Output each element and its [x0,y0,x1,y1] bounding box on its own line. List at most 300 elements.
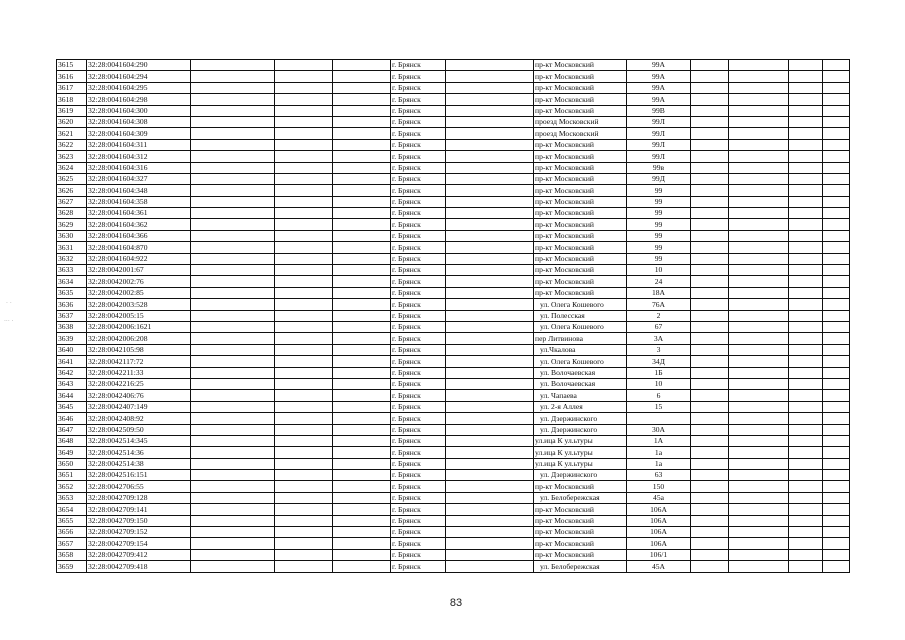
cadastral-number-cell: 32:28:0042006:1621 [87,321,191,332]
empty-cell [823,310,850,321]
cadastral-number-cell: 32:28:0041604:312 [87,151,191,162]
empty-cell [823,447,850,458]
empty-cell [789,71,823,82]
empty-cell [446,413,534,424]
table-row [57,549,850,560]
empty-cell [191,276,275,287]
empty-cell [729,356,789,367]
empty-cell [275,94,333,105]
empty-cell [275,356,333,367]
empty-cell [729,321,789,332]
empty-cell [823,344,850,355]
empty-cell [333,333,391,344]
empty-cell [789,413,823,424]
city-cell: г. Брянск [391,219,446,230]
empty-cell [691,276,729,287]
row-number-cell: 3640 [57,344,87,355]
registry-table [56,59,850,573]
empty-cell [789,458,823,469]
empty-cell [191,196,275,207]
table-row [57,515,850,526]
empty-cell [691,435,729,446]
house-number-cell: 99Л [627,128,691,139]
street-cell: пр-кт Московский [534,276,627,287]
empty-cell [333,162,391,173]
empty-cell [191,94,275,105]
row-number-cell: 3615 [57,60,87,71]
empty-cell [446,481,534,492]
empty-cell [789,253,823,264]
house-number-cell: 45А [627,561,691,572]
city-cell: г. Брянск [391,105,446,116]
empty-cell [691,515,729,526]
house-number-cell: 106А [627,527,691,538]
empty-cell [789,116,823,127]
cadastral-number-cell: 32:28:0041604:316 [87,162,191,173]
empty-cell [275,173,333,184]
empty-cell [729,287,789,298]
empty-cell [691,265,729,276]
empty-cell [275,515,333,526]
house-number-cell: 76А [627,299,691,310]
empty-cell [333,242,391,253]
empty-cell [691,447,729,458]
empty-cell [729,185,789,196]
empty-cell [275,413,333,424]
empty-cell [446,549,534,560]
city-cell: г. Брянск [391,333,446,344]
house-number-cell: 10 [627,265,691,276]
empty-cell [691,504,729,515]
empty-cell [333,253,391,264]
empty-cell [789,424,823,435]
empty-cell [691,481,729,492]
empty-cell [789,321,823,332]
row-number-cell: 3637 [57,310,87,321]
cadastral-number-cell: 32:28:0041604:298 [87,94,191,105]
city-cell: г. Брянск [391,299,446,310]
city-cell: г. Брянск [391,94,446,105]
empty-cell [823,435,850,446]
city-cell: г. Брянск [391,196,446,207]
empty-cell [729,458,789,469]
empty-cell [789,265,823,276]
empty-cell [823,321,850,332]
empty-cell [446,470,534,481]
empty-cell [275,492,333,503]
cadastral-number-cell: 32:28:0041604:922 [87,253,191,264]
empty-cell [691,538,729,549]
city-cell: г. Брянск [391,287,446,298]
page-number: 83 [449,597,463,609]
empty-cell [823,549,850,560]
street-cell: ул. Олега Кошевого [534,299,627,310]
empty-cell [191,185,275,196]
cadastral-number-cell: 32:28:0042514:38 [87,458,191,469]
table-row [57,196,850,207]
table-row [57,299,850,310]
empty-cell [823,299,850,310]
street-cell: пр-кт Московский [534,173,627,184]
city-cell: г. Брянск [391,230,446,241]
row-number-cell: 3629 [57,219,87,230]
empty-cell [729,527,789,538]
street-cell: пр-кт Московский [534,504,627,515]
empty-cell [729,105,789,116]
table-row [57,333,850,344]
empty-cell [691,344,729,355]
table-row [57,481,850,492]
empty-cell [823,162,850,173]
empty-cell [789,60,823,71]
registry-rows [57,60,850,573]
row-number-cell: 3624 [57,162,87,173]
empty-cell [333,356,391,367]
city-cell: г. Брянск [391,413,446,424]
cadastral-number-cell: 32:28:0042002:85 [87,287,191,298]
city-cell: г. Брянск [391,151,446,162]
empty-cell [275,71,333,82]
empty-cell [823,71,850,82]
empty-cell [823,105,850,116]
empty-cell [691,424,729,435]
street-cell: ул.Чкалова [534,344,627,355]
empty-cell [333,139,391,150]
empty-cell [789,219,823,230]
empty-cell [729,401,789,412]
empty-cell [446,185,534,196]
empty-cell [729,504,789,515]
empty-cell [691,71,729,82]
empty-cell [446,356,534,367]
row-number-cell: 3647 [57,424,87,435]
street-cell: ул. Волочаевская [534,367,627,378]
empty-cell [333,344,391,355]
empty-cell [823,390,850,401]
empty-cell [333,208,391,219]
empty-cell [823,287,850,298]
empty-cell [275,401,333,412]
empty-cell [446,458,534,469]
table-row [57,287,850,298]
house-number-cell: 99А [627,71,691,82]
empty-cell [275,287,333,298]
row-number-cell: 3654 [57,504,87,515]
street-cell: пр-кт Московский [534,139,627,150]
empty-cell [823,492,850,503]
cadastral-number-cell: 32:28:0041604:294 [87,71,191,82]
empty-cell [333,105,391,116]
empty-cell [691,242,729,253]
table-row [57,538,850,549]
empty-cell [691,116,729,127]
house-number-cell: 99 [627,219,691,230]
empty-cell [333,481,391,492]
cadastral-number-cell: 32:28:0042005:15 [87,310,191,321]
house-number-cell: 99А [627,94,691,105]
table-row [57,208,850,219]
empty-cell [275,116,333,127]
table-row [57,151,850,162]
empty-cell [691,196,729,207]
table-row [57,356,850,367]
row-number-cell: 3655 [57,515,87,526]
cadastral-number-cell: 32:28:0042709:418 [87,561,191,572]
empty-cell [333,299,391,310]
empty-cell [446,527,534,538]
empty-cell [691,151,729,162]
empty-cell [691,60,729,71]
empty-cell [446,333,534,344]
cadastral-number-cell: 32:28:0041604:295 [87,82,191,93]
row-number-cell: 3651 [57,470,87,481]
row-number-cell: 3630 [57,230,87,241]
empty-cell [275,162,333,173]
empty-cell [691,128,729,139]
city-cell: г. Брянск [391,424,446,435]
empty-cell [823,413,850,424]
row-number-cell: 3619 [57,105,87,116]
empty-cell [333,401,391,412]
table-row [57,458,850,469]
table-row [57,378,850,389]
street-cell: ул. Волочаевская [534,378,627,389]
city-cell: г. Брянск [391,82,446,93]
empty-cell [691,208,729,219]
empty-cell [275,310,333,321]
empty-cell [789,310,823,321]
street-cell: пр-кт Московский [534,105,627,116]
cadastral-number-cell: 32:28:0041604:327 [87,173,191,184]
table-row [57,447,850,458]
empty-cell [691,219,729,230]
cadastral-number-cell: 32:28:0042406:76 [87,390,191,401]
house-number-cell: 18А [627,287,691,298]
table-row [57,82,850,93]
empty-cell [823,470,850,481]
city-cell: г. Брянск [391,367,446,378]
empty-cell [191,162,275,173]
row-number-cell: 3620 [57,116,87,127]
street-cell: ул.ица К ул.ьтуры [534,458,627,469]
house-number-cell: 3А [627,333,691,344]
street-cell: пр-кт Московский [534,185,627,196]
street-cell: пр-кт Московский [534,71,627,82]
empty-cell [729,162,789,173]
row-number-cell: 3639 [57,333,87,344]
empty-cell [191,538,275,549]
house-number-cell: 99 [627,230,691,241]
row-number-cell: 3638 [57,321,87,332]
house-number-cell: 99Л [627,116,691,127]
row-number-cell: 3656 [57,527,87,538]
empty-cell [446,151,534,162]
city-cell: г. Брянск [391,401,446,412]
empty-cell [191,116,275,127]
table-row [57,435,850,446]
empty-cell [191,128,275,139]
empty-cell [789,390,823,401]
house-number-cell: 106А [627,504,691,515]
cadastral-number-cell: 32:28:0042709:128 [87,492,191,503]
empty-cell [191,458,275,469]
row-number-cell: 3648 [57,435,87,446]
empty-cell [823,504,850,515]
cadastral-number-cell: 32:28:0041604:870 [87,242,191,253]
city-cell: г. Брянск [391,173,446,184]
cadastral-number-cell: 32:28:0041604:300 [87,105,191,116]
street-cell: ул.ица К ул.ьтуры [534,447,627,458]
empty-cell [691,299,729,310]
empty-cell [691,390,729,401]
row-number-cell: 3632 [57,253,87,264]
empty-cell [275,230,333,241]
table-row [57,139,850,150]
empty-cell [823,527,850,538]
empty-cell [191,470,275,481]
empty-cell [333,378,391,389]
empty-cell [446,116,534,127]
house-number-cell: 99А [627,60,691,71]
cadastral-number-cell: 32:28:0042105:98 [87,344,191,355]
empty-cell [823,515,850,526]
street-cell: пр-кт Московский [534,151,627,162]
cadastral-number-cell: 32:28:0042003:528 [87,299,191,310]
cadastral-number-cell: 32:28:0042709:141 [87,504,191,515]
empty-cell [446,401,534,412]
scan-noise: · · [6,300,12,307]
empty-cell [691,185,729,196]
empty-cell [275,435,333,446]
street-cell: пр-кт Московский [534,538,627,549]
empty-cell [446,447,534,458]
empty-cell [691,401,729,412]
empty-cell [275,424,333,435]
empty-cell [729,310,789,321]
empty-cell [275,344,333,355]
empty-cell [275,367,333,378]
empty-cell [691,105,729,116]
empty-cell [691,310,729,321]
empty-cell [333,265,391,276]
empty-cell [333,219,391,230]
house-number-cell: 63 [627,470,691,481]
street-cell: проезд Московский [534,116,627,127]
cadastral-number-cell: 32:28:0041604:309 [87,128,191,139]
row-number-cell: 3617 [57,82,87,93]
row-number-cell: 3636 [57,299,87,310]
table-row [57,492,850,503]
empty-cell [446,173,534,184]
city-cell: г. Брянск [391,470,446,481]
empty-cell [333,276,391,287]
empty-cell [191,242,275,253]
house-number-cell: 99 [627,253,691,264]
empty-cell [691,367,729,378]
street-cell: пр-кт Московский [534,94,627,105]
empty-cell [446,435,534,446]
empty-cell [789,333,823,344]
empty-cell [446,60,534,71]
table-row [57,401,850,412]
street-cell: ул. Дзержинского [534,424,627,435]
empty-cell [823,128,850,139]
table-row [57,60,850,71]
row-number-cell: 3659 [57,561,87,572]
empty-cell [191,105,275,116]
street-cell: ул. Олега Кошевого [534,356,627,367]
empty-cell [691,321,729,332]
empty-cell [333,390,391,401]
empty-cell [729,128,789,139]
street-cell: ул. Дзержинского [534,413,627,424]
table-row [57,424,850,435]
empty-cell [823,401,850,412]
street-cell: пр-кт Московский [534,515,627,526]
cadastral-number-cell: 32:28:0042709:154 [87,538,191,549]
empty-cell [823,538,850,549]
cadastral-number-cell: 32:28:0042514:36 [87,447,191,458]
empty-cell [789,173,823,184]
empty-cell [823,219,850,230]
empty-cell [823,230,850,241]
empty-cell [729,299,789,310]
empty-cell [789,492,823,503]
row-number-cell: 3643 [57,378,87,389]
empty-cell [275,82,333,93]
table-row [57,128,850,139]
empty-cell [191,253,275,264]
house-number-cell: 1Б [627,367,691,378]
empty-cell [789,208,823,219]
house-number-cell: 99Л [627,151,691,162]
table-row [57,242,850,253]
table-row [57,185,850,196]
empty-cell [191,208,275,219]
row-number-cell: 3658 [57,549,87,560]
row-number-cell: 3650 [57,458,87,469]
house-number-cell: 67 [627,321,691,332]
house-number-cell: 6 [627,390,691,401]
table-row [57,504,850,515]
cadastral-number-cell: 32:28:0042709:412 [87,549,191,560]
empty-cell [275,151,333,162]
empty-cell [446,367,534,378]
empty-cell [729,424,789,435]
empty-cell [333,82,391,93]
empty-cell [191,504,275,515]
cadastral-number-cell: 32:28:0042407:149 [87,401,191,412]
empty-cell [446,299,534,310]
row-number-cell: 3652 [57,481,87,492]
empty-cell [275,458,333,469]
cadastral-number-cell: 32:28:0042706:55 [87,481,191,492]
empty-cell [333,185,391,196]
house-number-cell: 30А [627,424,691,435]
empty-cell [823,424,850,435]
empty-cell [191,219,275,230]
empty-cell [789,230,823,241]
street-cell: ул. Олега Кошевого [534,321,627,332]
empty-cell [333,424,391,435]
table-row [57,276,850,287]
empty-cell [729,71,789,82]
cadastral-number-cell: 32:28:0041604:358 [87,196,191,207]
row-number-cell: 3631 [57,242,87,253]
city-cell: г. Брянск [391,492,446,503]
street-cell: пр-кт Московский [534,162,627,173]
empty-cell [275,253,333,264]
